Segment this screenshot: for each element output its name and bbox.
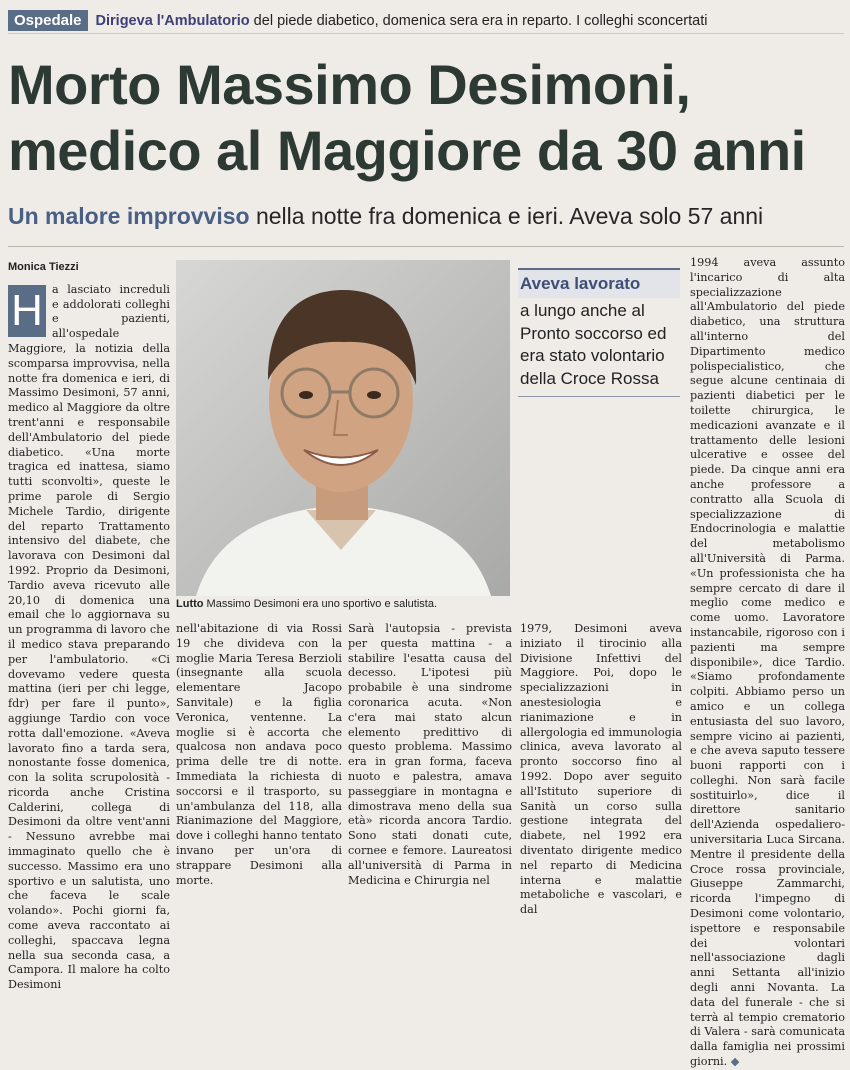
column-4-text: 1979, Desimoni aveva iniziato il tirocinio alla Divisione Infettivi del Maggiore. Poi, dopo le specializzazioni in anestesiologia e rianimazione e in allergologia ed immunologia clinica, aveva lavorato al pronto soccorso fino al 1992. Dopo aver seguito all'Istituto superiore di Sanità un corso sulla gestione integrata del diabete, nel 1992 era diventato dirigente medico nel reparto di Medicina interna e malattie metaboliche e vascolari, e dal xyxy=(520,622,682,917)
subhead-rest: nella notte fra domenica e ieri. Aveva solo 57 anni xyxy=(249,203,764,229)
article-column-2 xyxy=(176,622,342,887)
column-3-text: Sarà l'autopsia - prevista per questa mattina - a stabilire l'esatta causa del decesso. L'ipotesi più probabile è una sindrome coronarica acuta. «Non c'era mai stato alcun elemento predittivo di questo problema. Massimo era in gran forma, faceva nuoto e palestra, amava passeggiare in montagna e dimostrava meno della sua età» ricorda ancora Tardio. Sono stati donati cute, cornee e femore. Laureatosi all'università di Parma in Medicina e Chirurgia nel xyxy=(348,622,512,887)
portrait-illustration xyxy=(176,260,510,596)
photo-caption xyxy=(176,598,510,610)
headline-line-2: medico al Maggiore da 30 anni xyxy=(8,119,806,182)
author-byline: Monica Tiezzi xyxy=(8,261,79,273)
headline xyxy=(8,52,848,184)
article-column-4 xyxy=(520,622,682,917)
column-1-text: a lasciato increduli e addolorati colleghi e pazienti, all'ospedale Maggiore, la notizia della scomparsa improvvisa, nella notte fra domenica e ieri, di Massimo Desimoni, 57 anni, medico al Maggiore da oltre trent'anni e responsabile dell'Ambulatorio del piede diabetico. «Una morte tragica ed inattesa, siamo tutti sconvolti», queste le prime parole di Sergio Michele Tardio, dirigente del reparto Trattamento intensivo del diabete, che lavorava con Desimoni dal 1992. Proprio da Desimoni, Tardio aveva ricevuto alle 20,10 di domenica una email che lo aggiornava su un programma di lavoro che il medico stava preparando per l'ambulatorio. «Ci dovevamo vedere questa mattina (ieri per chi legge, fdr) per fare il punto», aggiunge Tardio con voce rotta dall'emozione. «Aveva lavorato fino a tarda sera, nonostante fosse domenica, con la solita scrupolosità - ricorda anche Cristina Calderini, collega di Desimoni da oltre vent'anni - Nessuno avrebbe mai immaginato quello che è successo. Massimo era uno sportivo e un salutista, uno che faceva le scale volando». Pochi giorni fa, come aveva raccontato ai colleghi, spaccava legna nella sua seconda casa, a Campora. Il malore ha colto Desimoni xyxy=(8,282,170,992)
sidebar-body: a lungo anche al Pronto soccorso ed era stato volontario della Croce Rossa xyxy=(520,301,667,388)
end-mark-icon: ◆ xyxy=(730,1055,740,1069)
headline-line-1: Morto Massimo Desimoni, xyxy=(8,53,691,116)
divider xyxy=(8,246,844,247)
sidebar-heading: Aveva lavorato xyxy=(518,270,680,298)
kicker xyxy=(96,13,708,29)
sidebar-box xyxy=(518,268,680,397)
article-column-5 xyxy=(690,256,845,1069)
drop-cap: H xyxy=(8,285,46,337)
subhead-bold: Un malore improvviso xyxy=(8,203,250,229)
article-column-3 xyxy=(348,622,512,887)
column-5-text: 1994 aveva assunto l'incarico di alta specializzazione all'Ambulatorio del piede diabetico, una struttura all'interno del Dipartimento medico polispecialistico, che segue alcune centinaia di pazienti diabetici per le toilette chirurgica, le medicazioni avanzate e il trattamento delle lesioni ulcerative e ossee del piede. Da cinque anni era anche professore a contratto alla Scuola di specializzazione di Endocrinologia e malattie del metabolismo all'Università di Parma. «Un professionista che ha sempre cercato di dare il meglio come medico e come uomo. Lavoratore instancabile, rigoroso con i pazienti ma sempre disponibile», dice Tardio. «Siamo profondamente colpiti. Abbiamo perso un amico e un collega entusiasta del suo lavoro, sempre vicino ai pazienti, e che aveva saputo tessere buoni rapporti con i colleghi. Non sarà facile sostituirlo», dice il direttore sanitario dell'Azienda ospedaliero-universitaria Luca Sircana. Mentre il presidente della Croce rossa provinciale, Giuseppe Zammarchi, ricorda l'impegno di Desimoni come volontario, ispettore e responsabile dei volontari nell'associazione dagli anni Settanta all'inizio degli anni Novanta. La data del funerale - che si terrà al tempio crematorio di Valera - sarà comunicata dalla famiglia nei prossimi giorni. xyxy=(690,256,845,1069)
kicker-bold: Dirigeva l'Ambulatorio xyxy=(95,12,250,29)
caption-label: Lutto xyxy=(176,598,204,610)
caption-text: Massimo Desimoni era uno sportivo e salutista. xyxy=(203,598,438,610)
article-column-1 xyxy=(8,260,170,992)
portrait-photo xyxy=(176,260,510,596)
kicker-rest: del piede diabetico, domenica sera era in reparto. I colleghi sconcertati xyxy=(249,12,708,29)
section-header xyxy=(8,8,844,34)
section-tag: Ospedale xyxy=(8,10,88,31)
subhead xyxy=(8,203,848,230)
column-2-text: nell'abitazione di via Rossi 19 che divideva con la moglie Maria Teresa Berzioli (insegnante alla scuola elementare Jacopo Sanvitale) e la figlia Veronica, ventenne. La moglie si è accorta che qualcosa non andava poco prima delle tre di notte. Immediata la richiesta di soccorsi e il trasporto, su un'ambulanza del 118, alla Rianimazione del Maggiore, dove i colleghi hanno tentato invano per un'ora di strappare Desimoni alla morte. xyxy=(176,622,342,887)
sidebar-bottom-rule xyxy=(518,396,680,397)
